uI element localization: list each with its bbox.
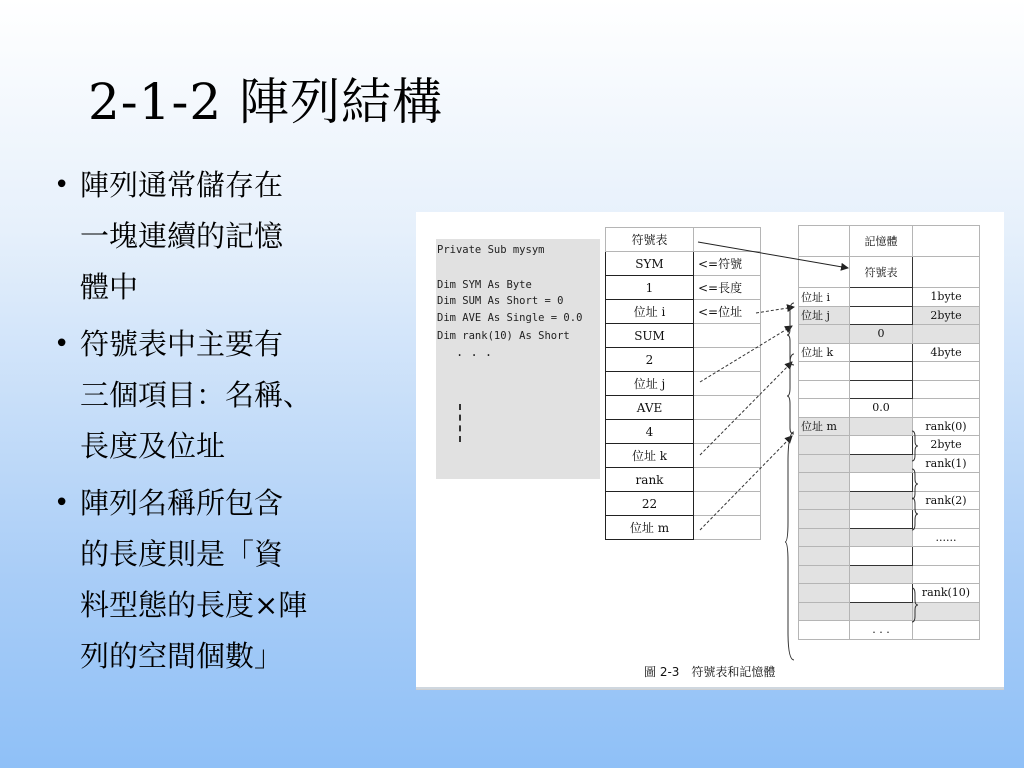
- symbol-cell: SUM: [606, 324, 694, 348]
- memory-address: 位址 m: [799, 417, 850, 436]
- memory-size: 2byte: [913, 436, 980, 455]
- memory-size: rank(10): [913, 584, 980, 603]
- arrow-solid: [698, 242, 848, 268]
- brace-icon: [912, 588, 918, 622]
- code-line: Dim SYM As Byte: [437, 279, 532, 291]
- arrow-dashed: [700, 362, 792, 455]
- symbol-cell: AVE: [606, 396, 694, 420]
- figure-caption: 圖 2-3 符號表和記憶體: [644, 665, 776, 679]
- symbol-cell: 1: [606, 276, 694, 300]
- symbol-cell: 4: [606, 420, 694, 444]
- bullet-line: 列的空間個數」: [80, 639, 284, 673]
- bullet-item: [52, 319, 397, 472]
- brace-icon: [785, 432, 794, 660]
- symbol-cell: 位址 k: [606, 444, 694, 468]
- symbol-cell: rank: [606, 468, 694, 492]
- bullet-line: 三個項目：名稱、: [80, 378, 313, 412]
- memory-cell: . . .: [850, 621, 913, 640]
- bullet-line: 一塊連續的記憶: [80, 219, 284, 253]
- bullet-item: [52, 160, 397, 313]
- symbol-note: <=長度: [694, 276, 761, 300]
- symbol-memory-figure: [416, 212, 1004, 689]
- memory-address: 位址 i: [799, 288, 850, 307]
- symbol-cell: SYM: [606, 252, 694, 276]
- memory-size: rank(0): [913, 417, 980, 436]
- symbol-cell: 位址 j: [606, 372, 694, 396]
- memory-size: 1byte: [913, 288, 980, 307]
- bullet-dot-icon: •: [54, 488, 70, 518]
- arrow-dashed: [700, 326, 792, 382]
- brace-icon: [912, 498, 918, 530]
- memory-cell: 符號表: [850, 257, 913, 288]
- bullet-line: 料型態的長度×陣: [80, 588, 308, 622]
- arrow-dashed: [756, 307, 794, 313]
- memory-size: 2byte: [913, 306, 980, 325]
- bullet-list: [52, 160, 397, 688]
- bullet-line: 長度及位址: [80, 429, 226, 463]
- bullet-line: 陣列名稱所包含: [80, 486, 284, 520]
- memory-size: rank(1): [913, 454, 980, 473]
- code-line: Dim SUM As Short = 0: [437, 295, 564, 307]
- connector-arrows: [416, 212, 1004, 687]
- code-line: Dim AVE As Single = 0.0: [437, 312, 583, 324]
- code-line: . . .: [456, 345, 493, 359]
- arrow-dashed: [700, 436, 792, 530]
- memory-address: 位址 k: [799, 343, 850, 362]
- bullet-line: 陣列通常儲存在: [80, 168, 284, 202]
- bullet-dot-icon: •: [54, 170, 70, 200]
- code-line: Private Sub mysym: [437, 244, 545, 256]
- memory-cell: 0: [850, 325, 913, 344]
- bullet-dot-icon: •: [54, 329, 70, 359]
- brace-icon: [912, 469, 918, 499]
- memory-size: ......: [913, 528, 980, 547]
- bullet-item: [52, 478, 397, 682]
- bullet-line: 的長度則是「資: [80, 537, 284, 571]
- symbol-cell: 位址 i: [606, 300, 694, 324]
- symbol-cell: 2: [606, 348, 694, 372]
- symbol-cell: 位址 m: [606, 516, 694, 540]
- symbol-note: <=位址: [694, 300, 761, 324]
- symbol-note: <=符號: [694, 252, 761, 276]
- memory-size: rank(2): [913, 491, 980, 510]
- code-line: Dim rank(10) As Short: [437, 330, 570, 342]
- memory-table-header: 記憶體: [850, 226, 913, 257]
- brace-icon: [787, 303, 794, 365]
- memory-size: 4byte: [913, 343, 980, 362]
- symbol-cell: 22: [606, 492, 694, 516]
- symbol-table-header: 符號表: [606, 228, 694, 252]
- memory-address: 位址 j: [799, 306, 850, 325]
- bullet-line: 符號表中主要有: [80, 327, 284, 361]
- brace-icon: [912, 431, 918, 461]
- bullet-line: 體中: [80, 270, 139, 304]
- memory-cell: 0.0: [850, 399, 913, 418]
- slide-title: 2-1-2 陣列結構: [88, 73, 444, 131]
